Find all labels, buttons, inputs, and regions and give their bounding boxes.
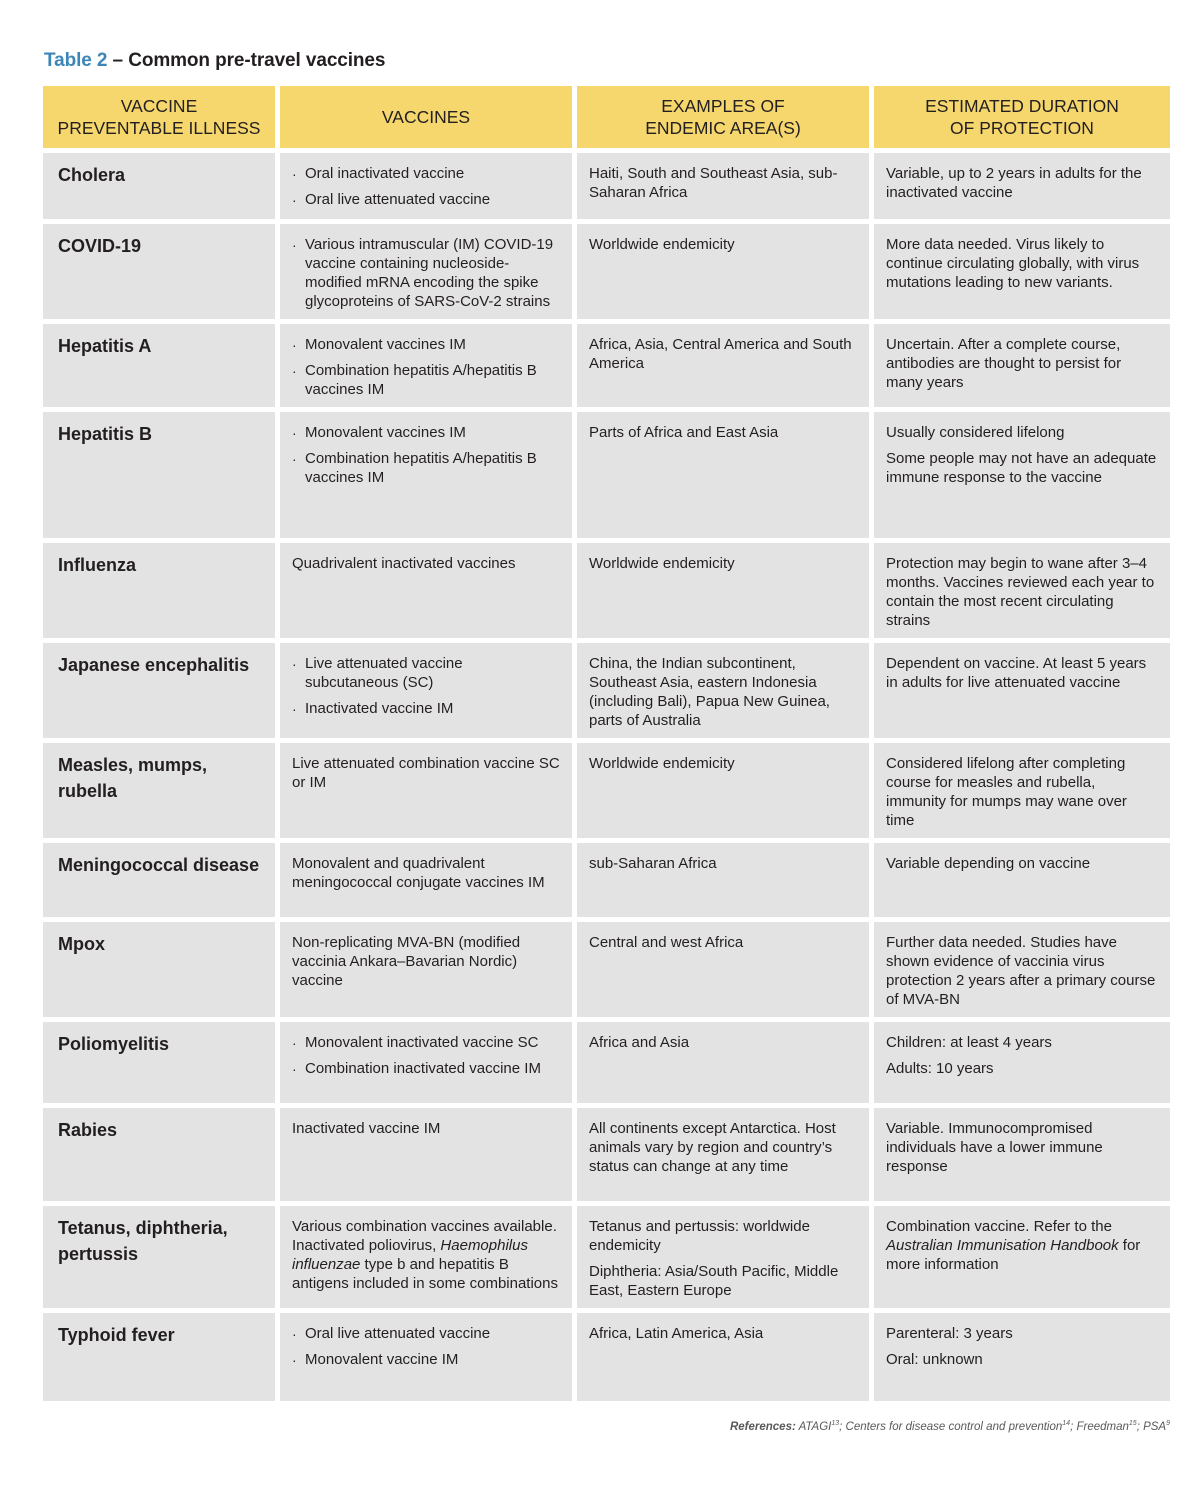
areas-cell [577, 743, 869, 838]
vaccines-cell [280, 1022, 572, 1103]
illness-cell: Hepatitis B [43, 412, 275, 538]
duration-cell [874, 1108, 1170, 1201]
vaccine-text: Live attenuated combination vaccine SC or IM [292, 755, 560, 791]
vaccines-cell [280, 922, 572, 1017]
area-text: Worldwide endemicity [589, 236, 735, 253]
vaccines-cell [280, 643, 572, 738]
duration-text: Variable, up to 2 years in adults for the inactivated vaccine [886, 165, 1142, 201]
reference-number: 14 [1062, 1420, 1071, 1427]
illness-cell: Cholera [43, 153, 275, 219]
duration-cell [874, 412, 1170, 538]
illness-cell: Typhoid fever [43, 1313, 275, 1401]
vaccines-cell [280, 1206, 572, 1308]
table-row [43, 743, 1170, 838]
header-vaccines: VACCINES [280, 86, 572, 148]
vaccines-cell [280, 153, 572, 219]
table-title-text: – Common pre-travel vaccines [107, 50, 386, 71]
header-duration: ESTIMATED DURATION OF PROTECTION [874, 86, 1170, 148]
table-row [43, 1022, 1170, 1103]
duration-text: Usually considered lifelong [886, 424, 1065, 441]
illness-cell: Rabies [43, 1108, 275, 1201]
vaccines-cell [280, 1108, 572, 1201]
header-row [43, 86, 1170, 148]
reference-number: 9 [1166, 1420, 1170, 1427]
table-row [43, 1206, 1170, 1308]
vaccines-cell [280, 412, 572, 538]
area-text: China, the Indian subcontinent, Southeast Asia, eastern Indonesia (including Bali), Papua New Guinea, parts of Australia [589, 655, 830, 729]
vaccine-text: Various combination vaccines available. Inactivated poliovirus, Haemophilus influenzae type b and hepatitis B antigens included in some combinations [292, 1218, 558, 1292]
vaccine-text: Quadrivalent inactivated vaccines [292, 555, 516, 572]
vaccine-item: · Inactivated vaccine IM [292, 699, 560, 718]
vaccine-list [292, 235, 560, 311]
references-label: References: [729, 1420, 796, 1433]
illness-cell: Japanese encephalitis [43, 643, 275, 738]
duration-text: Oral: unknown [886, 1351, 983, 1368]
table-row [43, 643, 1170, 738]
table-row [43, 153, 1170, 219]
area-text: Tetanus and pertussis: worldwide endemicity [589, 1218, 810, 1254]
illness-cell: Mpox [43, 922, 275, 1017]
vaccine-item: · Monovalent vaccine IM [292, 1350, 560, 1369]
illness-cell: COVID-19 [43, 224, 275, 319]
duration-text: Combination vaccine. Refer to the Australian Immunisation Handbook for more information [886, 1218, 1141, 1273]
illness-cell: Poliomyelitis [43, 1022, 275, 1103]
illness-cell: Influenza [43, 543, 275, 638]
duration-cell [874, 922, 1170, 1017]
vaccine-list [292, 1033, 560, 1078]
areas-cell [577, 153, 869, 219]
duration-cell [874, 743, 1170, 838]
table-row [43, 412, 1170, 538]
areas-cell [577, 1108, 869, 1201]
vaccine-text: Inactivated vaccine IM [292, 1120, 441, 1137]
area-text: Africa and Asia [589, 1034, 690, 1051]
vaccines-cell [280, 843, 572, 917]
areas-cell [577, 643, 869, 738]
areas-cell [577, 922, 869, 1017]
reference-item: ; Freedman [1070, 1420, 1129, 1433]
table-row [43, 843, 1170, 917]
vaccines-cell [280, 224, 572, 319]
vaccine-table [38, 81, 1175, 1406]
duration-text: Adults: 10 years [886, 1060, 994, 1077]
vaccine-item: · Oral live attenuated vaccine [292, 1324, 560, 1343]
table-row [43, 543, 1170, 638]
illness-cell: Meningococcal disease [43, 843, 275, 917]
area-text: Diphtheria: Asia/South Pacific, Middle East, Eastern Europe [589, 1263, 839, 1299]
duration-text: Protection may begin to wane after 3–4 months. Vaccines reviewed each year to contain the most recent circulating strains [886, 555, 1155, 629]
areas-cell [577, 412, 869, 538]
header-illness: VACCINE PREVENTABLE ILLNESS [43, 86, 275, 148]
vaccine-item: · Monovalent vaccines IM [292, 423, 560, 442]
duration-cell [874, 1313, 1170, 1401]
duration-text: Considered lifelong after completing course for measles and rubella, immunity for mumps may wane over time [886, 755, 1127, 829]
vaccine-list [292, 654, 560, 718]
vaccine-item: · Combination inactivated vaccine IM [292, 1059, 560, 1078]
vaccine-list [292, 335, 560, 399]
vaccines-cell [280, 543, 572, 638]
vaccine-list [292, 1324, 560, 1369]
area-text: Africa, Asia, Central America and South America [589, 336, 852, 372]
duration-text: Variable depending on vaccine [886, 855, 1091, 872]
area-text: sub-Saharan Africa [589, 855, 717, 872]
reference-number: 13 [831, 1420, 840, 1427]
reference-item: ATAGI [795, 1420, 832, 1433]
vaccine-text: Non-replicating MVA-BN (modified vaccinia Ankara–Bavarian Nordic) vaccine [292, 934, 521, 989]
illness-cell: Measles, mumps, rubella [43, 743, 275, 838]
table-row [43, 1108, 1170, 1201]
table-number: Table 2 [44, 50, 108, 71]
table-row [43, 224, 1170, 319]
duration-cell [874, 843, 1170, 917]
vaccines-cell [280, 1313, 572, 1401]
duration-text: Dependent on vaccine. At least 5 years in adults for live attenuated vaccine [886, 655, 1147, 691]
vaccines-cell [280, 743, 572, 838]
duration-text: Parenteral: 3 years [886, 1325, 1013, 1342]
vaccine-item: · Various intramuscular (IM) COVID-19 vaccine containing nucleoside-modified mRNA encoding the spike glycoproteins of SARS-CoV-2 strains [292, 235, 560, 311]
area-text: Worldwide endemicity [589, 555, 735, 572]
area-text: Worldwide endemicity [589, 755, 735, 772]
reference-item: ; Centers for disease control and prevention [839, 1420, 1063, 1433]
area-text: All continents except Antarctica. Host animals vary by region and country’s status can change at any time [589, 1120, 836, 1175]
vaccine-text: Monovalent and quadrivalent meningococcal conjugate vaccines IM [292, 855, 545, 891]
duration-cell [874, 643, 1170, 738]
vaccine-item: · Combination hepatitis A/hepatitis B vaccines IM [292, 449, 560, 487]
areas-cell [577, 324, 869, 407]
duration-cell [874, 324, 1170, 407]
duration-text: Variable. Immunocompromised individuals have a lower immune response [886, 1120, 1103, 1175]
areas-cell [577, 1022, 869, 1103]
vaccine-item: · Monovalent vaccines IM [292, 335, 560, 354]
vaccine-list [292, 164, 560, 209]
vaccine-item: · Live attenuated vaccine subcutaneous (SC) [292, 654, 560, 692]
vaccine-item: · Combination hepatitis A/hepatitis B vaccines IM [292, 361, 560, 399]
duration-cell [874, 153, 1170, 219]
duration-text: Children: at least 4 years [886, 1034, 1052, 1051]
table-row [43, 324, 1170, 407]
areas-cell [577, 543, 869, 638]
areas-cell [577, 843, 869, 917]
vaccines-cell [280, 324, 572, 407]
vaccine-item: · Oral live attenuated vaccine [292, 190, 560, 209]
reference-number: 15 [1128, 1420, 1137, 1427]
area-text: Parts of Africa and East Asia [589, 424, 779, 441]
duration-cell [874, 543, 1170, 638]
duration-text: More data needed. Virus likely to continue circulating globally, with virus mutations leading to new variants. [886, 236, 1140, 291]
illness-cell: Tetanus, diphtheria, pertussis [43, 1206, 275, 1308]
table-title [44, 50, 385, 72]
duration-cell [874, 1022, 1170, 1103]
duration-text: Further data needed. Studies have shown evidence of vaccinia virus protection 2 years after a primary course of MVA-BN [886, 934, 1156, 1008]
header-areas: EXAMPLES OF ENDEMIC AREA(S) [577, 86, 869, 148]
areas-cell [577, 224, 869, 319]
reference-item: ; PSA [1136, 1420, 1167, 1433]
duration-cell [874, 1206, 1170, 1308]
areas-cell [577, 1206, 869, 1308]
area-text: Central and west Africa [589, 934, 744, 951]
area-text: Africa, Latin America, Asia [589, 1325, 764, 1342]
table-row [43, 1313, 1170, 1401]
illness-cell: Hepatitis A [43, 324, 275, 407]
vaccine-item: · Oral inactivated vaccine [292, 164, 560, 183]
references [730, 1420, 1170, 1433]
area-text: Haiti, South and Southeast Asia, sub-Saharan Africa [589, 165, 838, 201]
duration-cell [874, 224, 1170, 319]
vaccine-item: · Monovalent inactivated vaccine SC [292, 1033, 560, 1052]
duration-text: Some people may not have an adequate immune response to the vaccine [886, 450, 1157, 486]
duration-text: Uncertain. After a complete course, antibodies are thought to persist for many years [886, 336, 1122, 391]
table-row [43, 922, 1170, 1017]
vaccine-list [292, 423, 560, 487]
areas-cell [577, 1313, 869, 1401]
